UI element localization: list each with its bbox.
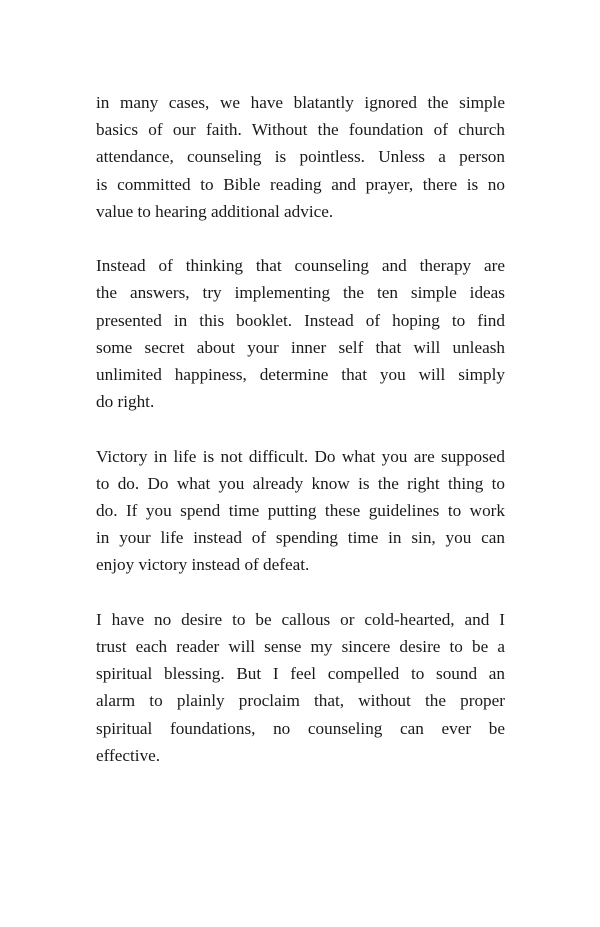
- text-line: spiritual blessing. But I feel compelled to sound an: [96, 664, 505, 684]
- paragraph-4: [96, 606, 505, 769]
- text-line: some secret about your inner self that will unleash: [96, 337, 505, 357]
- text-line: effective.: [96, 745, 161, 765]
- text-line: Victory in life is not difficult. Do what you are supposed: [96, 446, 505, 466]
- paragraph-3: [96, 443, 505, 579]
- text-line: Instead of thinking that counseling and therapy are: [96, 256, 505, 276]
- text-line: I have no desire to be callous or cold-hearted, and I: [96, 609, 505, 629]
- text-line: spiritual foundations, no counseling can ever be: [96, 718, 505, 738]
- paragraph-1: [96, 89, 505, 225]
- text-line: value to hearing additional advice.: [96, 201, 334, 221]
- text-line: alarm to plainly proclaim that, without the proper: [96, 691, 505, 711]
- text-line: attendance, counseling is pointless. Unless a person: [96, 147, 505, 167]
- text-line: unlimited happiness, determine that you will simply: [96, 365, 505, 385]
- text-line: is committed to Bible reading and prayer, there is no: [96, 174, 505, 194]
- text-line: the answers, try implementing the ten simple ideas: [96, 283, 505, 303]
- text-line: enjoy victory instead of defeat.: [96, 555, 310, 575]
- text-line: presented in this booklet. Instead of hoping to find: [96, 310, 505, 330]
- text-line: in many cases, we have blatantly ignored the simple: [96, 93, 505, 112]
- text-line: in your life instead of spending time in sin, you can: [96, 528, 505, 548]
- page-body: [96, 89, 505, 796]
- text-line: do right.: [96, 392, 155, 412]
- text-line: basics of our faith. Without the foundation of church: [96, 120, 505, 140]
- text-line: trust each reader will sense my sincere desire to be a: [96, 637, 505, 657]
- text-line: do. If you spend time putting these guidelines to work: [96, 501, 505, 521]
- paragraph-2: [96, 252, 505, 415]
- text-line: to do. Do what you already know is the right thing to: [96, 473, 505, 493]
